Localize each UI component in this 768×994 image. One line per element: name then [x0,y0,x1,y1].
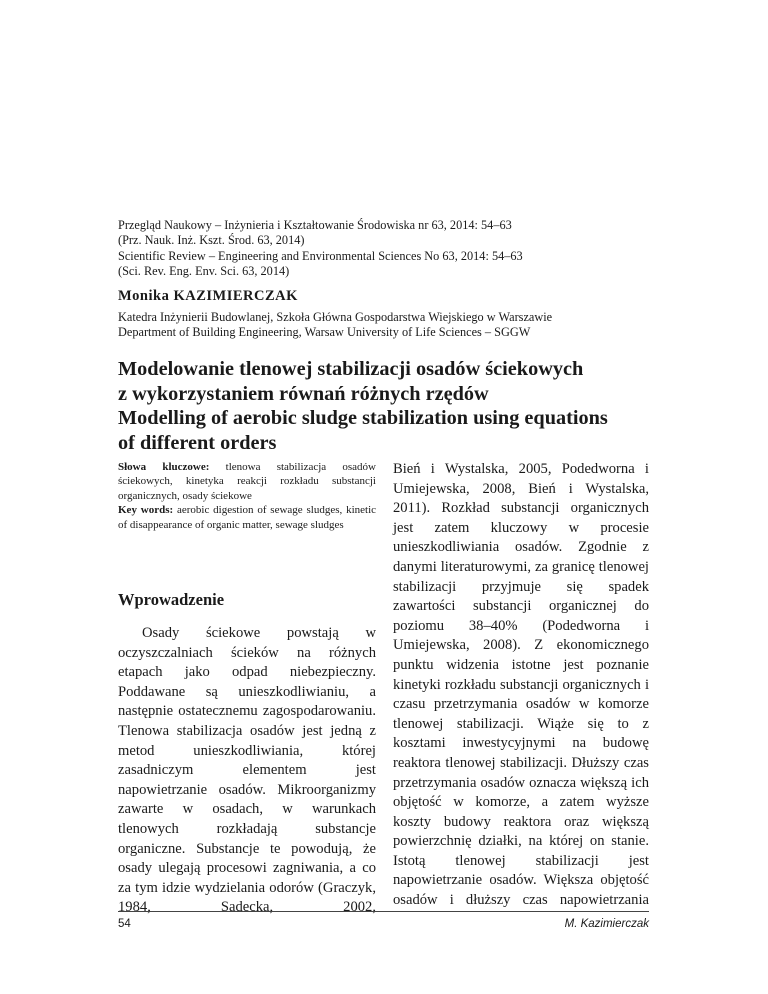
journal-abbrev-en: (Sci. Rev. Eng. Env. Sci. 63, 2014) [118,264,290,279]
body-column-left [118,624,376,918]
title-en-line-2: of different orders [118,431,277,454]
journal-citation [118,218,523,280]
journal-line-pl: Przegląd Naukowy – Inżynieria i Kształtowanie Środowiska nr 63, 2014: 54–63 [118,218,512,232]
body-column-right [393,460,649,911]
keywords-en [118,503,376,532]
section-heading: Wprowadzenie [118,590,225,609]
keywords-en-text: aerobic digestion of sewage sludges, kinetic of disappearance of organic matter, sewage sludges [118,504,377,531]
author-name: Monika KAZIMIERCZAK [118,288,298,304]
keywords-block [118,460,376,532]
affiliation-en: Department of Building Engineering, Warsaw University of Life Sciences – SGGW [118,325,531,340]
running-head: M. Kazimierczak [564,918,649,930]
affiliation-pl: Katedra Inżynierii Budowlanej, Szkoła Główna Gospodarstwa Wiejskiego w Warszawie [118,310,553,324]
keywords-en-label: Key words: [118,504,174,517]
title-pl-line-1: Modelowanie tlenowej stabilizacji osadów ściekowych [118,358,584,380]
keywords-pl [118,460,376,503]
journal-abbrev-pl: (Prz. Nauk. Inż. Kszt. Środ. 63, 2014) [118,233,305,248]
body-paragraph-right: Bień i Wystalska, 2005, Podedworna i Umiejewska, 2008, Bień i Wystalska, 2011). Rozkład substancji organicznych jest zatem kluczowy w procesie unieszkodliwiania osadów. Zgodnie z danymi literaturowymi, za granicę tlenowej stabilizacji przyjmuje się spadek zawartości substancji organicznej do poziomu 38–40% (Podedworna i Umiejewska, 2008). Z ekonomicznego punktu widzenia istotne jest poznanie kinetyki rozkładu substancji organicznych i czasu przetrzymania osadów w komorze tlenowej stabilizacji. Wiąże się to z kosztami inwestycyjnymi na budowę reaktora tlenowej stabilizacji. Dłuższy czas przetrzymania osadów oznacza większą ich objętość w komorze, a zatem wyższe koszty budowy reaktora oraz większą powierzchnię działki, na której on stanie. Istotą tlenowej stabilizacji jest napowietrzanie osadów. Większa objętość osadów i dłuższy czas napowietrzania [393,461,649,909]
article-title [118,357,658,455]
title-pl-line-2: z wykorzystaniem równań różnych rzędów [118,382,489,405]
affiliation [118,310,552,341]
title-en-line-1: Modelling of aerobic sludge stabilization using equations [118,407,608,429]
body-paragraph-left: Osady ściekowe powstają w oczyszczalniach ścieków na różnych etapach jako odpad niebezpieczny. Poddawane są unieszkodliwianiu, a następnie ostatecznemu zagospodarowaniu. Tlenowa stabilizacja osadów jest jedną z metod unieszkodliwiania, której zasadniczym elementem jest napowietrzanie osadów. Mikroorganizmy zawarte w osadach, w warunkach tlenowych rozkładają substancje organiczne. Substancje te powodują, że osady ulegają procesowi zagniwania, a co za tym idzie wydzielania odorów (Graczyk, 1984, Sadecka, 2002, [118,625,376,916]
keywords-pl-label: Słowa kluczowe: [118,461,210,473]
keywords-pl-text: tlenowa stabilizacja osadów ściekowych, kinetyka reakcji rozkładu substancji organicznych, osady ściekowe [118,461,377,502]
journal-line-en: Scientific Review – Engineering and Environmental Sciences No 63, 2014: 54–63 [118,248,523,263]
page-number: 54 [118,918,131,930]
footer-divider [118,911,649,912]
